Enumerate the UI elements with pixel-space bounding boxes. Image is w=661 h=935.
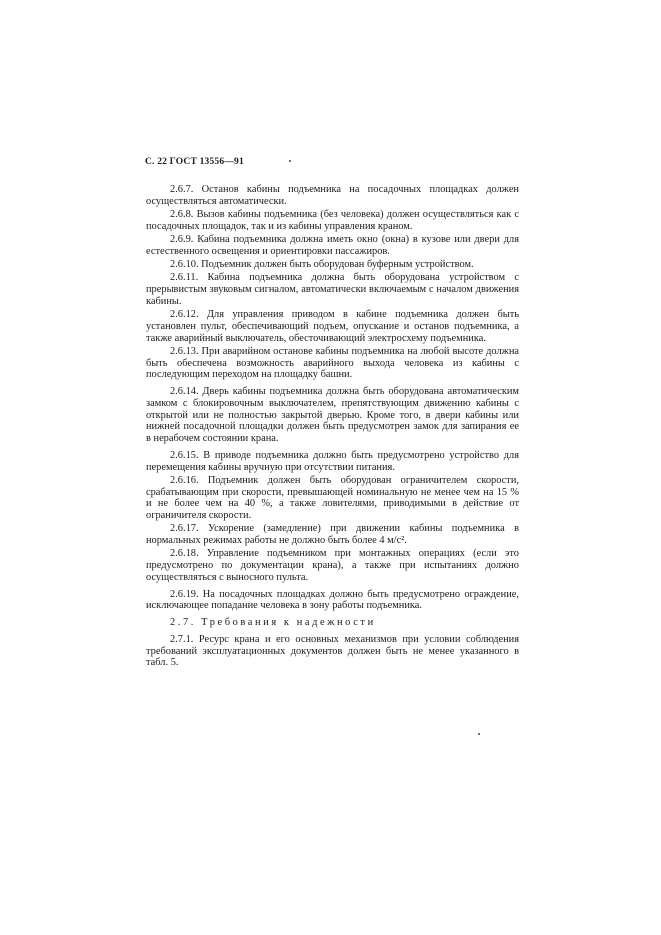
page-header: С. 22 ГОСТ 13556—91 <box>145 157 244 167</box>
paragraph-2-6-18: 2.6.18. Управление подъемником при монтажных операциях (если это предусмотрено по документации крана), а также при испытаниях должно осуществляться с выносного пульта. <box>146 548 519 583</box>
paragraph-2-6-14: 2.6.14. Дверь кабины подъемника должна быть оборудована автоматическим замком с блокировочным выключателем, препятствующим движению кабины с открытой или не полностью закрытой дверью. Кроме того, в двери кабины или нижней посадочной площадки должен быть предусмотрен замок для запирания ее в нерабочем состоянии крана. <box>146 386 519 444</box>
paragraph-2-6-12: 2.6.12. Для управления приводом в кабине подъемника должен быть установлен пульт, обеспечивающий подъем, опускание и останов подъемника, а также аварийный выключатель, обесточивающий электросхему подъемника. <box>146 309 519 344</box>
paragraph-2-6-16: 2.6.16. Подъемник должен быть оборудован ограничителем скорости, срабатывающим при скорости, превышающей номинальную не менее чем на 15 % и не более чем на 40 %, а также ловителями, приводимыми в действие от ограничителя скорости. <box>146 474 519 521</box>
paragraph-2-6-9: 2.6.9. Кабина подъемника должна иметь окно (окна) в кузове или двери для естественного освещения и ориентировки пассажиров. <box>146 234 519 257</box>
paragraph-2-6-17: 2.6.17. Ускорение (замедление) при движении кабины подъемника в нормальных режимах работы не должно быть более 4 м/с². <box>146 523 519 546</box>
paragraph-2-6-19: 2.6.19. На посадочных площадках должно быть предусмотрено ограждение, исключающее попадание человека в зону работы подъемника. <box>146 588 519 612</box>
paragraph-2-6-10: 2.6.10. Подъемник должен быть оборудован буферным устройством. <box>170 259 474 270</box>
paragraph-2-6-11: 2.6.11. Кабина подъемника должна быть оборудована устройством с прерывистым звуковым сигналом, автоматически включаемым с началом движения кабины. <box>146 272 519 307</box>
paragraph-2-6-8: 2.6.8. Вызов кабины подъемника (без человека) должен осуществляться как с посадочных площадок, так и из кабины управления краном. <box>146 209 519 232</box>
paragraph-2-7-1: 2.7.1. Ресурс крана и его основных механизмов при условии соблюдения требований эксплуатационных документов должен быть не менее указанного в табл. 5. <box>146 633 519 669</box>
section-title-2-7: 2.7. Требования к надежности <box>170 617 376 628</box>
body-text <box>146 184 519 671</box>
paragraph-2-6-7: 2.6.7. Останов кабины подъемника на посадочных площадках должен осуществляться автоматически. <box>146 184 519 207</box>
scan-speck <box>289 160 291 162</box>
scan-speck <box>478 733 480 735</box>
paragraph-2-6-15: 2.6.15. В приводе подъемника должно быть предусмотрено устройство для перемещения кабины вручную при отсутствии питания. <box>146 449 519 473</box>
paragraph-2-6-13: 2.6.13. При аварийном останове кабины подъемника на любой высоте должна быть обеспечена возможность аварийного выхода человека из кабины с последующим переходом на площадку башни. <box>146 345 519 381</box>
